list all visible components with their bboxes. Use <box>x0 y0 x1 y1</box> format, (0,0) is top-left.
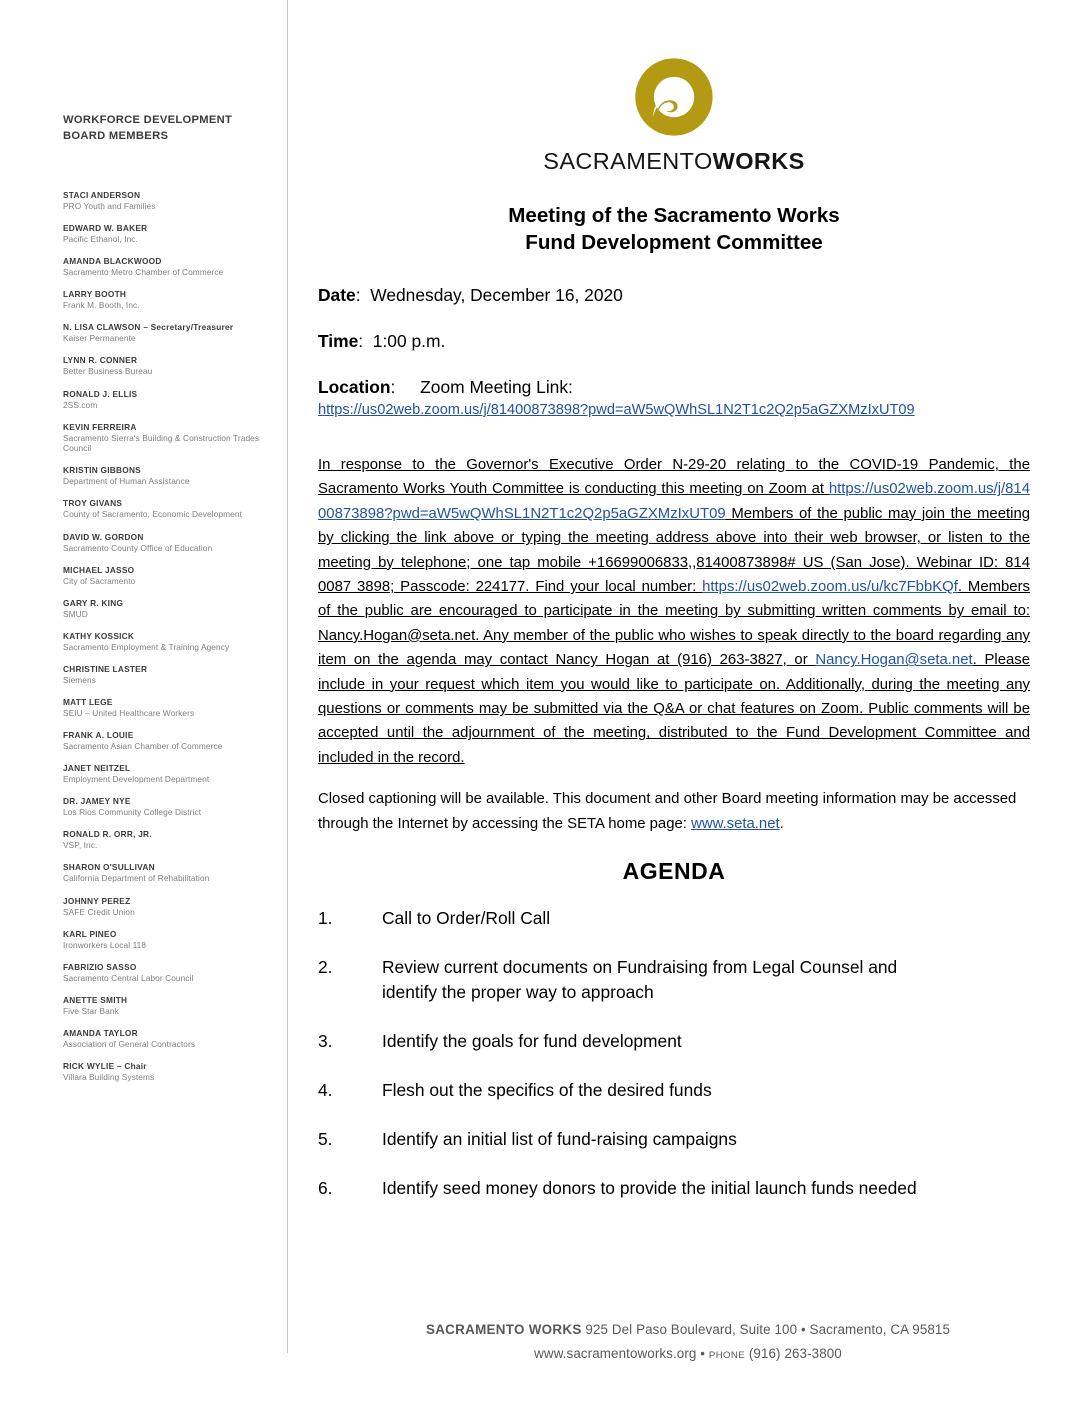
date-value: Wednesday, December 16, 2020 <box>370 285 623 305</box>
agenda-list <box>318 906 1030 1201</box>
notice-part-2: Members of the public may join the meeting by clicking the link above or typing the meeting address above into their web browser, or listen to the meeting by telephone; one tap mobile +16699006833,,81400873898# US (San Jose). Webinar ID: 814 0087 3898; Passcode: 224177. Find your local number: <box>318 505 1031 596</box>
board-member-org: SEIU – United Healthcare Workers <box>63 708 195 718</box>
board-member-org: Sacramento Sierra's Building & Construction Trades Council <box>63 432 260 454</box>
board-member-entry <box>63 1028 270 1050</box>
board-member-org: SMUD <box>63 608 88 619</box>
board-member-entry <box>63 829 270 851</box>
board-member-org: Pacific Ethanol, Inc. <box>63 234 138 245</box>
board-member-org: Ironworkers Local 118 <box>63 939 147 950</box>
notice-part-1: In response to the Governor's Executive Order N-29-20 relating to the COVID-19 Pandemic, the Sacramento Works Youth Committee is conducting this meeting on Zoom at <box>318 457 1030 498</box>
time-label: Time <box>318 331 359 351</box>
board-member-entry <box>63 322 270 344</box>
board-members-sidebar <box>0 0 288 1408</box>
captioning-paragraph <box>318 787 1030 836</box>
sacramento-works-ring-logo-icon <box>632 55 716 139</box>
board-member-name: DAVID W. GORDON <box>63 531 144 542</box>
agenda-item-number: 6. <box>318 1178 333 1199</box>
board-member-entry <box>63 190 270 212</box>
board-member-entry <box>63 796 270 818</box>
board-member-org: California Department of Rehabilitation <box>63 873 210 884</box>
board-member-name: MICHAEL JASSO <box>63 564 135 575</box>
board-member-entry <box>63 1061 270 1083</box>
agenda-item-number: 2. <box>318 957 333 978</box>
sidebar-heading: WORKFORCE DEVELOPMENT BOARD MEMBERS <box>63 114 233 142</box>
board-member-name: TROY GIVANS <box>63 498 123 509</box>
page-title <box>318 202 1030 256</box>
agenda-item-number: 4. <box>318 1080 333 1101</box>
location-value: Zoom Meeting Link: <box>420 377 573 397</box>
captioning-notice <box>318 787 1030 836</box>
board-member-entry <box>63 389 270 411</box>
board-member-entry <box>63 995 270 1017</box>
board-member-org: Sacramento Metro Chamber of Commerce <box>63 267 224 278</box>
board-member-org: Five Star Bank <box>63 1005 119 1016</box>
board-member-name: JOHNNY PEREZ <box>63 895 131 906</box>
notice-part-3: . Members of the public are encouraged to participate in the meeting by submitting written comments by email to: Nancy.Hogan@seta.net. Any member of the public who wishes to speak directly to the board regarding any item on the agenda may contact Nancy Hogan at (916) 263-3827, or <box>318 579 1030 669</box>
board-member-entry <box>63 862 270 884</box>
board-member-name: LYNN R. CONNER <box>63 355 138 366</box>
board-member-entry <box>63 730 270 752</box>
board-member-name: CHRISTINE LASTER <box>63 663 148 674</box>
board-member-name: SHARON O'SULLIVAN <box>63 862 155 873</box>
board-member-name: STACI ANDERSON <box>63 190 141 200</box>
covid-notice-paragraph <box>318 453 1030 770</box>
meeting-meta <box>318 283 1030 420</box>
time-value: 1:00 p.m. <box>372 331 446 351</box>
board-member-org: City of Sacramento <box>63 575 136 586</box>
board-member-name: RONALD R. ORR, JR. <box>63 829 152 840</box>
logo-word-light: SACRAMENTO <box>543 148 713 174</box>
board-member-entry <box>63 664 270 686</box>
agenda-item <box>318 906 1030 931</box>
agenda-item-text: Flesh out the specifics of the desired funds <box>382 1080 712 1101</box>
footer-org-name: SACRAMENTO WORKS <box>425 1322 582 1337</box>
covid-notice <box>318 453 1030 770</box>
agenda-item-text: Call to Order/Roll Call <box>382 908 551 929</box>
meta-row-date <box>318 283 1030 308</box>
board-member-entry <box>63 465 270 487</box>
agenda-item <box>318 1029 1030 1054</box>
board-member-name: FABRIZIO SASSO <box>63 961 137 972</box>
logo-wordmark <box>318 148 1030 174</box>
board-member-entry <box>63 565 270 587</box>
footer-address-line <box>288 1320 1088 1340</box>
board-member-name: EDWARD W. BAKER <box>63 223 148 234</box>
board-member-name: LARRY BOOTH <box>63 289 127 300</box>
board-member-entry <box>63 631 270 653</box>
board-member-entry <box>63 355 270 377</box>
board-member-org: Better Business Bureau <box>63 366 153 377</box>
captioning-part-2: . <box>779 815 784 832</box>
board-member-name: FRANK A. LOUIE <box>63 730 134 741</box>
board-member-entry <box>63 962 270 984</box>
board-member-name: AMANDA BLACKWOOD <box>63 256 162 267</box>
board-member-name: MATT LEGE <box>63 697 113 707</box>
board-member-org: Los Rios Community College District <box>63 807 202 818</box>
agenda-heading: AGENDA <box>622 858 726 885</box>
board-member-name: RONALD J. ELLIS <box>63 388 138 399</box>
agenda-item-text: Identify an initial list of fund-raising campaigns <box>382 1129 737 1150</box>
board-member-entry <box>63 598 270 620</box>
notice-part-4: . Please include in your request which item you would like to participate on. Additionally, during the meeting any questions or comments may be submitted via the Q&A or chat features on Zoom. Public comments will be accepted until the adjournment of the meeting, distributed to the Fund Development Committee and included in the record. <box>318 652 1030 766</box>
agenda-item <box>318 1078 1030 1103</box>
agenda-item-number: 1. <box>318 908 333 929</box>
agenda-item <box>318 1127 1030 1152</box>
document-body <box>288 0 1088 1408</box>
board-member-entry <box>63 498 270 520</box>
board-member-entry <box>63 763 270 785</box>
board-member-name: JANET NEITZEL <box>63 763 131 774</box>
footer-phone-label: PHONE <box>708 1350 746 1361</box>
board-member-org: Employment Development Department <box>63 774 210 785</box>
logo-block <box>318 0 1030 174</box>
local-number-link[interactable]: https://us02web.zoom.us/u/kc7FbbKQf <box>702 579 958 596</box>
board-member-name: ANETTE SMITH <box>63 994 128 1005</box>
board-member-entry <box>63 896 270 918</box>
zoom-meeting-link[interactable]: https://us02web.zoom.us/j/81400873898?pwd=aW5wQWhSL1N2T1c2Q2p5aGZXMzIxUT09 <box>318 402 915 418</box>
board-member-entry <box>63 929 270 951</box>
title-line-1: Meeting of the Sacramento Works <box>508 204 840 227</box>
footer-website: www.sacramentoworks.org <box>534 1346 697 1361</box>
seta-website-link[interactable]: www.seta.net <box>691 815 780 832</box>
board-member-org: Villara Building Systems <box>63 1072 155 1083</box>
board-member-org: Association of General Contractors <box>63 1038 196 1049</box>
board-member-entry <box>63 289 270 311</box>
footer-separator: • <box>700 1346 706 1361</box>
location-label: Location <box>318 377 391 397</box>
board-members-list <box>63 190 270 1083</box>
board-member-org: Frank M. Booth, Inc. <box>63 300 140 311</box>
board-member-entry <box>63 532 270 554</box>
nancy-hogan-email-link[interactable]: Nancy.Hogan@seta.net <box>815 652 973 669</box>
date-colon: : <box>355 285 361 305</box>
agenda-item-number: 5. <box>318 1129 333 1150</box>
board-member-name: GARY R. KING <box>63 597 124 608</box>
board-member-name: N. LISA CLAWSON – Secretary/Treasurer <box>63 322 234 333</box>
board-member-name: RICK WYLIE – Chair <box>63 1061 147 1072</box>
board-member-org: County of Sacramento, Economic Development <box>63 509 242 520</box>
board-member-name: DR. JAMEY NYE <box>63 796 131 807</box>
board-member-org: PRO Youth and Families <box>63 201 156 211</box>
agenda-item <box>318 1176 1030 1201</box>
agenda-item-number: 3. <box>318 1031 333 1052</box>
board-member-org: Siemens <box>63 674 96 685</box>
board-member-entry <box>63 223 270 245</box>
agenda-item <box>318 955 1030 1005</box>
meta-row-time <box>318 329 1030 354</box>
board-member-entry <box>63 256 270 278</box>
footer-contact-line <box>288 1344 1088 1366</box>
board-member-org: Sacramento Employment & Training Agency <box>63 641 230 652</box>
footer-address: 925 Del Paso Boulevard, Suite 100 • Sacramento, CA 95815 <box>585 1322 951 1337</box>
board-member-org: SAFE Credit Union <box>63 906 135 917</box>
time-colon: : <box>358 331 364 351</box>
board-member-org: Sacramento Central Labor Council <box>63 972 194 983</box>
board-member-org: Sacramento Asian Chamber of Commerce <box>63 741 223 752</box>
agenda-item-text: Identify the goals for fund development <box>382 1031 682 1052</box>
date-label: Date <box>318 285 356 305</box>
board-member-name: KARL PINEO <box>63 928 117 939</box>
notice-zoom-link[interactable]: https://us02web.zoom.us/j/81400873898?pwd=aW5wQWhSL1N2T1c2Q2p5aGZXMzIxUT09 <box>318 481 1030 522</box>
board-member-org: Kaiser Permanente <box>63 333 136 344</box>
board-member-name: KATHY KOSSICK <box>63 630 135 641</box>
board-member-name: KEVIN FERREIRA <box>63 421 137 432</box>
board-member-org: Sacramento County Office of Education <box>63 542 213 553</box>
board-member-entry <box>63 697 270 719</box>
agenda-item-text: Review current documents on Fundraising from Legal Counsel and identify the proper way to approach <box>382 957 898 1003</box>
footer-phone: (916) 263-3800 <box>748 1346 842 1361</box>
board-member-org: Department of Human Assistance <box>63 476 190 487</box>
meta-row-location <box>318 375 1030 420</box>
board-member-org: 2SS.com <box>63 399 98 410</box>
board-member-name: AMANDA TAYLOR <box>63 1027 138 1038</box>
board-member-entry <box>63 422 270 454</box>
title-line-2: Fund Development Committee <box>525 231 823 254</box>
location-colon: : <box>390 377 396 397</box>
logo-word-bold: WORKS <box>712 148 805 174</box>
page-footer <box>288 1320 1088 1366</box>
captioning-part-1: Closed captioning will be available. This document and other Board meeting information may be accessed through the Internet by accessing the SETA home page: <box>318 791 1017 832</box>
agenda-item-text: Identify seed money donors to provide the initial launch funds needed <box>382 1178 917 1199</box>
board-member-name: KRISTIN GIBBONS <box>63 465 141 476</box>
board-member-org: VSP, Inc. <box>63 840 98 851</box>
